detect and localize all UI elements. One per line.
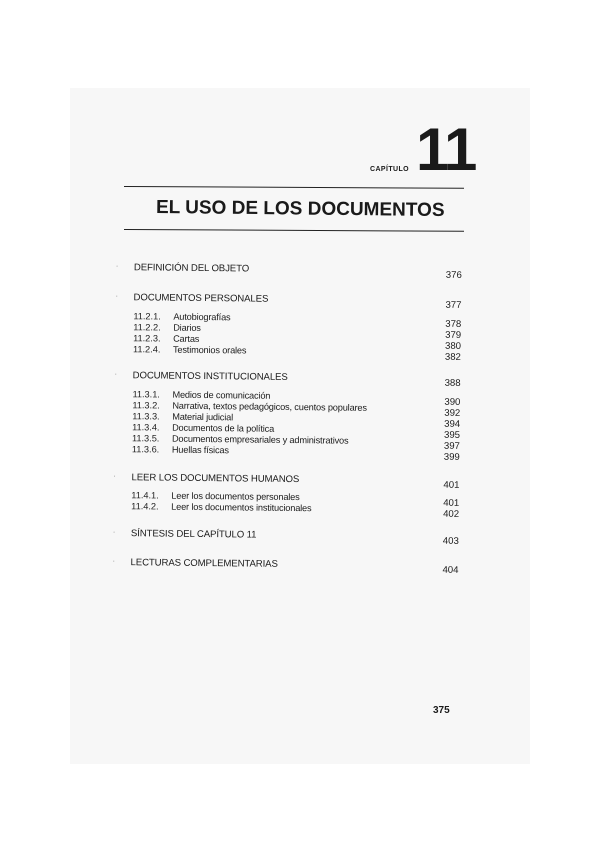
toc-subsection-title: Medios de comunicación [172, 389, 271, 401]
toc-subsection-number: 11.2.3. [133, 332, 161, 344]
chapter-label: CAPÍTULO [370, 166, 409, 173]
toc-subsection-number: 11.4.2. [131, 501, 159, 512]
toc-section-title: LEER LOS DOCUMENTOS HUMANOS [131, 472, 300, 486]
toc-bullet: · [114, 370, 118, 379]
toc-subsection-number: 11.2.1. [133, 311, 161, 322]
toc-subsection-title: Diarios [173, 322, 201, 333]
page-folio: 375 [433, 705, 450, 716]
toc-bullet: · [112, 528, 116, 537]
toc-subsection-page: 395 [443, 429, 461, 441]
toc-bullet: · [113, 472, 116, 481]
toc-subsection-number: 11.3.5. [131, 432, 160, 444]
toc-section-title: SÍNTESIS DEL CAPÍTULO 11 [130, 528, 257, 541]
toc-subsection-page: 378 [445, 318, 462, 330]
toc-bullet: · [115, 292, 118, 301]
toc-subsection-number: 11.3.4. [132, 421, 160, 433]
toc-subsection-number: 11.3.6. [131, 443, 160, 455]
toc-bullet: · [115, 262, 119, 271]
toc-subsection-title: Huellas físicas [171, 444, 229, 455]
toc-subsection-page: 382 [444, 351, 461, 363]
toc-subsection-title: Leer los documentos personales [171, 490, 300, 503]
chapter-number: 11 [416, 116, 476, 183]
toc-section-page: 377 [445, 299, 462, 311]
toc-subsection-title: Testimonios orales [172, 344, 247, 356]
toc-subsection-number: 11.3.1. [132, 389, 160, 400]
toc-section-title: LECTURAS COMPLEMENTARIAS [130, 557, 278, 570]
toc-subsection-number: 11.2.4. [132, 343, 161, 355]
toc-subsection-title: Narrativa, textos pedagógicos, cuentos populares [172, 400, 367, 413]
toc-subsection-title: Documentos empresariales y administrativos [171, 433, 349, 446]
toc-bullet: · [112, 557, 115, 566]
toc-subsection-title: Autobiografías [173, 311, 231, 323]
toc-subsection-page: 402 [443, 508, 460, 520]
toc-section-page: 403 [442, 535, 459, 547]
toc-subsection-page: 380 [444, 340, 462, 352]
toc-subsection-page: 397 [443, 440, 460, 452]
toc-subsection-page: 394 [444, 418, 461, 430]
toc-subsection-number: 11.2.2. [133, 322, 161, 333]
toc-section-title: DEFINICIÓN DEL OBJETO [133, 262, 250, 275]
toc-subsection-page: 401 [443, 497, 460, 509]
toc-subsection-number: 11.4.1. [131, 490, 159, 501]
toc-subsection-page: 392 [444, 407, 461, 419]
toc-section-page: 388 [444, 377, 461, 389]
toc-subsection-page: 390 [444, 396, 461, 408]
toc-subsection-title: Documentos de la política [172, 422, 275, 434]
toc-subsection-title: Cartas [173, 333, 200, 344]
toc-subsection-title: Leer los documentos institucionales [171, 501, 312, 514]
toc-subsection-title: Material judicial [172, 411, 234, 423]
toc-section-title: DOCUMENTOS INSTITUCIONALES [132, 370, 288, 383]
toc-subsection-number: 11.3.3. [132, 410, 160, 422]
toc-subsection-page: 399 [443, 451, 460, 463]
toc-section-page: 401 [443, 479, 460, 491]
toc-section-page: 376 [445, 269, 462, 281]
toc-section-page: 404 [442, 564, 459, 576]
toc-subsection-page: 379 [445, 329, 462, 341]
chapter-title: EL USO DE LOS DOCUMENTOS [155, 197, 445, 222]
toc-section-title: DOCUMENTOS PERSONALES [133, 292, 269, 305]
toc-subsection-number: 11.3.2. [132, 400, 160, 411]
